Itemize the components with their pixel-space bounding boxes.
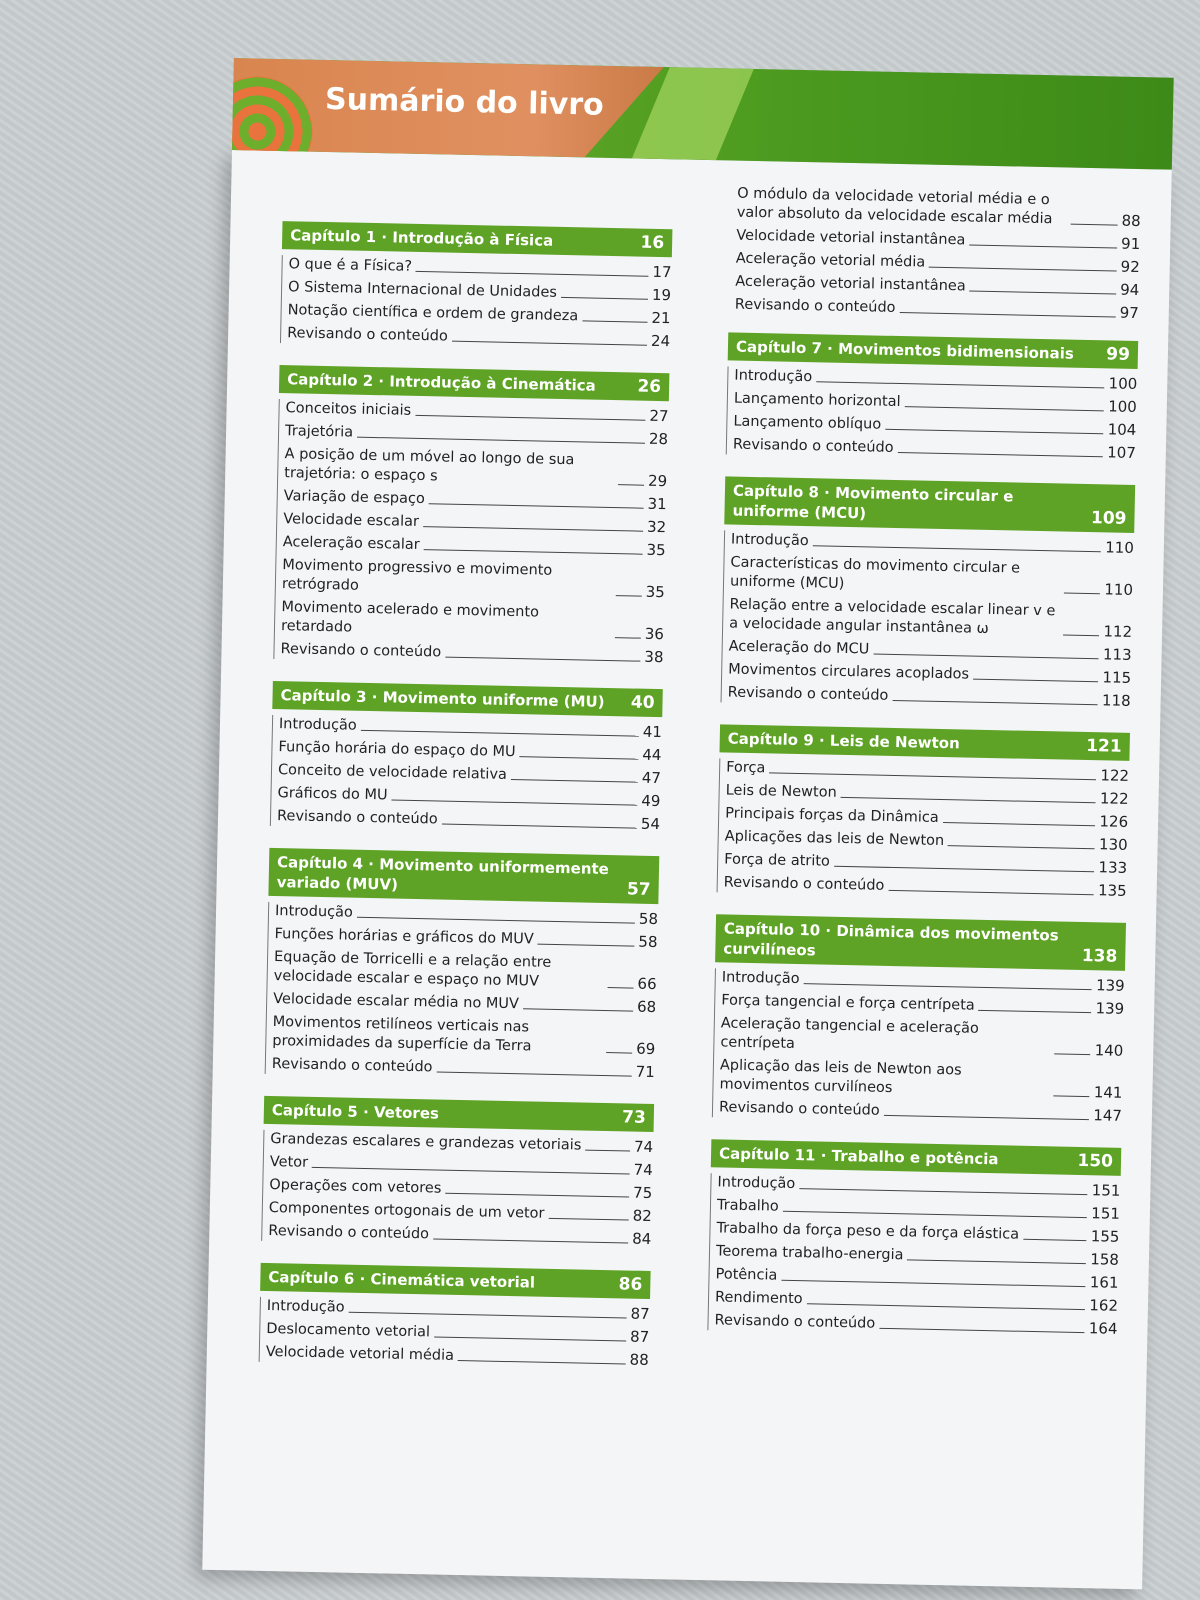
- toc-entry[interactable]: [285, 422, 668, 449]
- toc-entry[interactable]: [288, 255, 671, 282]
- leader-line: [970, 290, 1117, 294]
- leader-line: [1053, 1095, 1089, 1097]
- toc-entry[interactable]: [724, 873, 1127, 900]
- chapter-page: 138: [1081, 945, 1118, 967]
- entry-title: Aceleração tangencial e aceleração centrípeta: [720, 1015, 980, 1052]
- chapter-page: 150: [1077, 1150, 1114, 1172]
- entry-page: 94: [1119, 280, 1140, 300]
- chapter-page: 121: [1085, 736, 1122, 757]
- entry-title: Equação de Torricelli e a relação entre velocidade escalar e espaço no MUV: [273, 949, 552, 990]
- entry-title: Principais forças da Dinâmica: [725, 805, 939, 826]
- toc-entry[interactable]: [278, 738, 661, 765]
- entry-page: 164: [1088, 1319, 1118, 1338]
- chapter-entries: [259, 1297, 650, 1370]
- entry-page: 100: [1108, 374, 1138, 394]
- entry-title: Rendimento: [714, 1289, 803, 1308]
- toc-entry[interactable]: [269, 1199, 652, 1226]
- toc-entry[interactable]: [284, 487, 667, 514]
- leader-line: [769, 772, 1096, 780]
- leader-line: [511, 779, 638, 783]
- toc-entry[interactable]: [278, 761, 661, 788]
- toc-entry[interactable]: [274, 925, 657, 952]
- leader-line: [348, 1312, 626, 1319]
- entry-page: 58: [638, 932, 658, 952]
- entry-page: 91: [1120, 234, 1141, 254]
- entry-title: Leis de Newton: [725, 782, 837, 801]
- leader-line: [424, 549, 643, 555]
- entry-page: 110: [1104, 580, 1134, 599]
- entry-page: 162: [1089, 1296, 1119, 1315]
- chapter-title: Capítulo 7 · Movimentos bidimensionais: [735, 337, 1074, 363]
- entry-title: Conceito de velocidade relativa: [277, 762, 508, 783]
- entry-page: 82: [632, 1206, 652, 1226]
- entry-page: 28: [648, 429, 669, 449]
- toc-entry[interactable]: [272, 1055, 655, 1082]
- toc-entry[interactable]: [285, 399, 668, 426]
- toc-entry[interactable]: [266, 1320, 649, 1347]
- entry-page: 69: [635, 1039, 656, 1059]
- entry-page: 47: [641, 768, 662, 788]
- entry-page: 38: [644, 647, 664, 667]
- leader-line: [943, 822, 1096, 826]
- chapter-title: Capítulo 4 · Movimento uniformemente variado (MUV): [276, 853, 610, 894]
- entry-page: 133: [1098, 858, 1128, 877]
- chapter-block: [712, 914, 1126, 1126]
- toc-entry[interactable]: [274, 948, 658, 994]
- leader-line: [445, 657, 640, 662]
- entry-page: 88: [629, 1350, 649, 1369]
- entry-page: 66: [637, 974, 657, 994]
- entry-title: Operações com vetores: [269, 1177, 442, 1197]
- entry-title: Movimentos retilíneos verticais nas proximidades da superfície da Terra: [272, 1014, 532, 1055]
- entry-page: 87: [630, 1304, 650, 1324]
- leader-line: [929, 267, 1116, 272]
- entry-page: 161: [1089, 1273, 1119, 1292]
- entry-title: Gráficos do MU: [277, 785, 388, 804]
- entry-page: 135: [1097, 881, 1127, 900]
- toc-entry[interactable]: [275, 902, 658, 929]
- entry-page: 115: [1102, 668, 1132, 687]
- leader-line: [442, 824, 637, 829]
- leader-line: [799, 1188, 1088, 1195]
- chapter-header[interactable]: [719, 724, 1129, 761]
- entry-title: Movimento acelerado e movimento retardado: [280, 599, 540, 636]
- toc-entry[interactable]: [728, 684, 1131, 711]
- entry-title: Revisando o conteúdo: [287, 325, 448, 345]
- entry-page: 97: [1119, 303, 1139, 323]
- entry-title: Funções horárias e gráficos do MUV: [274, 926, 534, 948]
- entry-page: 110: [1105, 538, 1135, 557]
- chapter-entries: [280, 255, 672, 351]
- chapter-block: [259, 1263, 651, 1370]
- leader-line: [458, 1360, 626, 1365]
- leader-line: [888, 890, 1094, 895]
- entry-title: Velocidade escalar média no MUV: [273, 991, 520, 1013]
- entry-page: 122: [1100, 766, 1130, 785]
- entry-page: 158: [1090, 1250, 1120, 1269]
- leader-line: [618, 484, 644, 486]
- right-column: [707, 180, 1141, 1360]
- entry-title: Força: [726, 759, 766, 777]
- entry-page: 139: [1095, 976, 1125, 995]
- entry-title: Deslocamento vetorial: [266, 1320, 431, 1341]
- leader-line: [423, 526, 643, 532]
- leader-line: [433, 1238, 628, 1243]
- chapter-page: 109: [1090, 508, 1127, 529]
- toc-entry[interactable]: [737, 185, 1142, 231]
- entry-page: 147: [1093, 1106, 1123, 1125]
- leader-line: [585, 1150, 630, 1152]
- entry-title: Introdução: [730, 531, 809, 550]
- toc-entry[interactable]: [282, 556, 666, 602]
- chapter-title: Capítulo 11 · Trabalho e potência: [718, 1144, 999, 1169]
- leader-line: [616, 595, 642, 597]
- entry-page: 19: [651, 285, 672, 305]
- leader-line: [892, 700, 1098, 705]
- entry-title: O que é a Física?: [288, 256, 413, 275]
- leader-line: [884, 1115, 1090, 1120]
- toc-entry[interactable]: [269, 1176, 652, 1203]
- chapter-header[interactable]: [282, 221, 673, 257]
- entry-page: 141: [1093, 1083, 1123, 1102]
- toc-entry[interactable]: [288, 278, 671, 305]
- toc-entry[interactable]: [273, 990, 656, 1017]
- chapter-title: Capítulo 5 · Vetores: [271, 1101, 440, 1123]
- entry-page: 21: [651, 308, 671, 328]
- leader-line: [1071, 224, 1118, 226]
- toc-entry[interactable]: [735, 296, 1139, 323]
- entry-title: A posição de um móvel ao longo de sua trajetória: o espaço s: [284, 446, 575, 485]
- entry-title: Aceleração do MCU: [728, 638, 870, 658]
- entry-title: Relação entre a velocidade escalar linear v e a velocidade angular instantânea ω: [729, 596, 1056, 637]
- entry-title: Força tangencial e força centrípeta: [721, 992, 975, 1014]
- chapter-title: Capítulo 6 · Cinemática vetorial: [268, 1268, 536, 1292]
- entry-page: 122: [1099, 789, 1129, 808]
- toc-entry[interactable]: [266, 1343, 649, 1370]
- entry-title: Revisando o conteúdo: [718, 1099, 880, 1119]
- entry-page: 68: [636, 997, 657, 1017]
- entry-title: Revisando o conteúdo: [732, 436, 894, 456]
- toc-entry[interactable]: [284, 445, 668, 491]
- toc-entry[interactable]: [714, 1311, 1117, 1338]
- toc-entry[interactable]: [287, 301, 670, 328]
- toc-entry[interactable]: [281, 598, 665, 644]
- toc-entry[interactable]: [272, 1013, 656, 1059]
- entry-title: Vetor: [269, 1154, 309, 1171]
- entry-title: Introdução: [274, 903, 354, 921]
- entry-title: Força de atrito: [724, 851, 831, 870]
- leader-line: [548, 1218, 628, 1221]
- entry-title: Notação científica e ordem de grandeza: [287, 302, 579, 325]
- entry-page: 84: [632, 1229, 652, 1249]
- chapter-header[interactable]: [715, 914, 1126, 971]
- chapter-block: [726, 332, 1138, 463]
- continued-entries: [729, 184, 1142, 323]
- page-title: Sumário do livro: [324, 81, 605, 123]
- chapter-title: Capítulo 3 · Movimento uniforme (MU): [280, 686, 605, 711]
- leader-line: [899, 312, 1115, 318]
- entry-page: 35: [645, 582, 666, 602]
- entry-title: Movimentos circulares acoplados: [728, 661, 970, 683]
- leader-line: [452, 341, 647, 346]
- leader-line: [781, 1280, 1086, 1287]
- entry-page: 130: [1098, 835, 1128, 854]
- entry-title: Introdução: [717, 1174, 796, 1193]
- toc-entry[interactable]: [267, 1297, 650, 1324]
- chapter-entries: [261, 1130, 653, 1249]
- entry-title: Revisando o conteúdo: [734, 296, 896, 316]
- chapter-block: [717, 724, 1130, 901]
- chapter-title: Capítulo 9 · Leis de Newton: [727, 729, 960, 753]
- entry-title: Velocidade vetorial instantânea: [736, 227, 966, 249]
- entry-title: Revisando o conteúdo: [271, 1056, 433, 1076]
- leader-line: [803, 983, 1092, 990]
- entry-title: Conceitos iniciais: [285, 400, 412, 419]
- entry-page: 74: [633, 1137, 654, 1157]
- chapter-block: [261, 1096, 654, 1249]
- chapter-header[interactable]: [272, 681, 663, 717]
- chapter-block: [270, 681, 663, 834]
- entry-title: Grandezas escalares e grandezas vetoriais: [270, 1131, 582, 1154]
- entry-title: Introdução: [266, 1297, 345, 1316]
- toc-entry[interactable]: [280, 640, 663, 667]
- leader-line: [415, 415, 645, 421]
- chapter-header[interactable]: [268, 848, 659, 904]
- entry-page: 35: [646, 540, 666, 560]
- entry-page: 100: [1107, 397, 1138, 417]
- chapter-entries: [265, 902, 659, 1082]
- chapter-entries: [717, 758, 1130, 901]
- entry-page: 24: [650, 331, 671, 351]
- chapter-page: 40: [630, 692, 655, 713]
- chapter-block: [721, 476, 1136, 711]
- left-column: [258, 221, 672, 1392]
- leader-line: [1023, 1239, 1087, 1241]
- chapter-header[interactable]: [724, 476, 1135, 533]
- leader-line: [391, 799, 637, 805]
- header-banner: [232, 58, 1174, 170]
- chapter-header[interactable]: [279, 365, 670, 401]
- entry-page: 92: [1120, 257, 1140, 277]
- entry-page: 151: [1091, 1204, 1121, 1223]
- entry-page: 118: [1101, 691, 1131, 710]
- leader-line: [561, 297, 648, 300]
- chapter-title: Capítulo 8 · Movimento circular e uniforme (MCU): [732, 481, 1014, 523]
- chapter-block: [280, 221, 672, 351]
- chapter-entries: [721, 530, 1135, 711]
- entry-title: Revisando o conteúdo: [268, 1223, 430, 1243]
- entry-title: Aceleração escalar: [282, 534, 420, 554]
- entry-title: O Sistema Internacional de Unidades: [287, 279, 558, 301]
- leader-line: [606, 1052, 632, 1054]
- leader-line: [361, 730, 639, 737]
- toc-entry[interactable]: [283, 533, 666, 560]
- entry-page: 104: [1107, 420, 1137, 439]
- entry-title: O módulo da velocidade vetorial média e o valor absoluto da velocidade escalar média: [736, 185, 1053, 228]
- leader-line: [608, 987, 634, 989]
- entry-page: 113: [1102, 645, 1132, 664]
- entry-page: 27: [649, 406, 669, 426]
- leader-line: [905, 406, 1105, 411]
- leader-line: [885, 429, 1104, 435]
- toc-entry[interactable]: [287, 324, 670, 351]
- entry-page: 87: [629, 1327, 650, 1346]
- entry-page: 44: [642, 745, 662, 765]
- entry-page: 71: [635, 1062, 655, 1082]
- toc-entry[interactable]: [277, 784, 660, 811]
- entry-title: Características do movimento circular e uniforme (MCU): [729, 554, 1021, 592]
- leader-line: [834, 866, 1095, 872]
- entry-title: Introdução: [278, 716, 357, 734]
- entry-title: Introdução: [734, 367, 813, 386]
- toc-entry[interactable]: [283, 510, 666, 537]
- toc-entry[interactable]: [730, 554, 1134, 600]
- leader-line: [841, 797, 1096, 803]
- entry-page: 140: [1094, 1041, 1124, 1060]
- entry-page: 107: [1107, 443, 1137, 462]
- chapter-title: Capítulo 1 · Introdução à Física: [290, 226, 554, 250]
- toc-entry[interactable]: [270, 1153, 653, 1180]
- leader-line: [807, 1303, 1086, 1310]
- chapter-page: 99: [1106, 344, 1131, 365]
- chapter-entries: [712, 968, 1125, 1126]
- leader-line: [1064, 593, 1100, 595]
- entry-title: Componentes ortogonais de um vetor: [268, 1200, 545, 1222]
- entry-page: 151: [1091, 1181, 1121, 1200]
- entry-page: 54: [640, 814, 661, 834]
- leader-line: [538, 944, 635, 947]
- entry-page: 58: [638, 909, 659, 929]
- entry-page: 41: [642, 722, 663, 742]
- leader-line: [907, 1259, 1086, 1264]
- chapter-page: 86: [618, 1274, 643, 1295]
- entry-page: 32: [646, 517, 667, 537]
- toc-entry[interactable]: [720, 1014, 1124, 1060]
- entry-title: Velocidade vetorial média: [265, 1343, 455, 1364]
- entry-title: Trabalho da força peso e da força elástica: [716, 1220, 1020, 1243]
- entry-page: 29: [647, 471, 668, 491]
- chapter-entries: [273, 399, 668, 667]
- entry-page: 155: [1090, 1227, 1120, 1246]
- entry-title: Trajetória: [284, 423, 354, 441]
- leader-line: [416, 271, 648, 277]
- leader-line: [357, 917, 635, 924]
- leader-line: [357, 437, 645, 444]
- chapter-block: [707, 1139, 1121, 1339]
- entry-title: Potência: [715, 1266, 778, 1284]
- entry-page: 126: [1099, 812, 1129, 831]
- book-page: [202, 81, 1172, 1589]
- entry-title: Trabalho: [716, 1197, 779, 1215]
- entry-page: 36: [644, 624, 665, 644]
- leader-line: [879, 1328, 1085, 1333]
- entry-page: 139: [1095, 999, 1125, 1018]
- chapter-entries: [726, 366, 1138, 463]
- chapter-header[interactable]: [264, 1096, 655, 1132]
- leader-line: [897, 452, 1103, 457]
- entry-title: Aplicação das leis de Newton aos movimentos curvilíneos: [719, 1057, 962, 1097]
- chapter-page: 16: [640, 232, 665, 254]
- toc-entry[interactable]: [270, 1130, 653, 1157]
- entry-page: 17: [652, 262, 672, 282]
- toc-entry[interactable]: [733, 436, 1136, 463]
- entry-title: Velocidade escalar: [283, 511, 420, 530]
- chapter-entries: [270, 715, 662, 834]
- entry-title: Revisando o conteúdo: [280, 641, 442, 661]
- entry-title: Introdução: [721, 969, 800, 988]
- leader-line: [816, 381, 1105, 388]
- entry-title: Lançamento horizontal: [733, 390, 901, 411]
- entry-title: Lançamento oblíquo: [733, 413, 882, 433]
- entry-title: Aceleração vetorial instantânea: [735, 273, 966, 295]
- entry-page: 74: [633, 1160, 653, 1180]
- leader-line: [434, 1336, 626, 1341]
- entry-page: 49: [641, 791, 661, 811]
- entry-title: Revisando o conteúdo: [723, 874, 885, 894]
- entry-title: Revisando o conteúdo: [714, 1312, 876, 1332]
- leader-line: [523, 1008, 633, 1011]
- leader-line: [520, 756, 639, 759]
- entry-title: Revisando o conteúdo: [276, 808, 438, 828]
- entry-title: Revisando o conteúdo: [727, 684, 889, 704]
- entry-page: 75: [632, 1183, 653, 1203]
- chapter-block: [273, 365, 669, 667]
- leader-line: [445, 1193, 629, 1198]
- toc-entry[interactable]: [719, 1098, 1122, 1125]
- entry-title: Aceleração vetorial média: [735, 250, 926, 271]
- leader-line: [979, 1010, 1092, 1013]
- chapter-header[interactable]: [728, 332, 1138, 369]
- leader-line: [969, 244, 1117, 248]
- toc-entry[interactable]: [719, 1056, 1123, 1102]
- chapter-header[interactable]: [260, 1263, 651, 1299]
- toc-entry[interactable]: [279, 715, 662, 742]
- entry-title: Variação de espaço: [283, 488, 425, 508]
- chapter-header[interactable]: [711, 1139, 1121, 1176]
- entry-title: Função horária do espaço do MU: [278, 739, 516, 761]
- leader-line: [973, 679, 1098, 683]
- entry-page: 31: [647, 494, 667, 514]
- leader-line: [1054, 1053, 1090, 1055]
- chapter-title: Capítulo 10 · Dinâmica dos movimentos curvilíneos: [723, 919, 1059, 960]
- leader-line: [813, 545, 1102, 552]
- entry-page: 112: [1103, 622, 1133, 641]
- entry-title: Teorema trabalho-energia: [715, 1243, 904, 1264]
- leader-line: [582, 320, 647, 322]
- chapter-title: Capítulo 2 · Introdução à Cinemática: [287, 370, 596, 395]
- leader-line: [436, 1071, 631, 1076]
- chapter-page: 57: [626, 879, 651, 900]
- entry-title: Aplicações das leis de Newton: [724, 828, 945, 850]
- chapter-block: [265, 848, 660, 1082]
- leader-line: [1063, 635, 1099, 637]
- leader-line: [873, 654, 1099, 660]
- leader-line: [312, 1167, 630, 1175]
- chapter-entries: [707, 1173, 1120, 1339]
- entry-page: 88: [1121, 211, 1141, 231]
- chapter-page: 26: [637, 376, 662, 398]
- chapter-page: 73: [621, 1107, 647, 1128]
- toc-entry[interactable]: [268, 1222, 651, 1249]
- leader-line: [615, 637, 641, 639]
- leader-line: [948, 845, 1095, 849]
- leader-line: [429, 503, 644, 508]
- entry-title: Movimento progressivo e movimento retrógrado: [281, 557, 553, 594]
- toc-entry[interactable]: [729, 596, 1133, 642]
- leader-line: [783, 1211, 1088, 1218]
- toc-entry[interactable]: [277, 807, 660, 834]
